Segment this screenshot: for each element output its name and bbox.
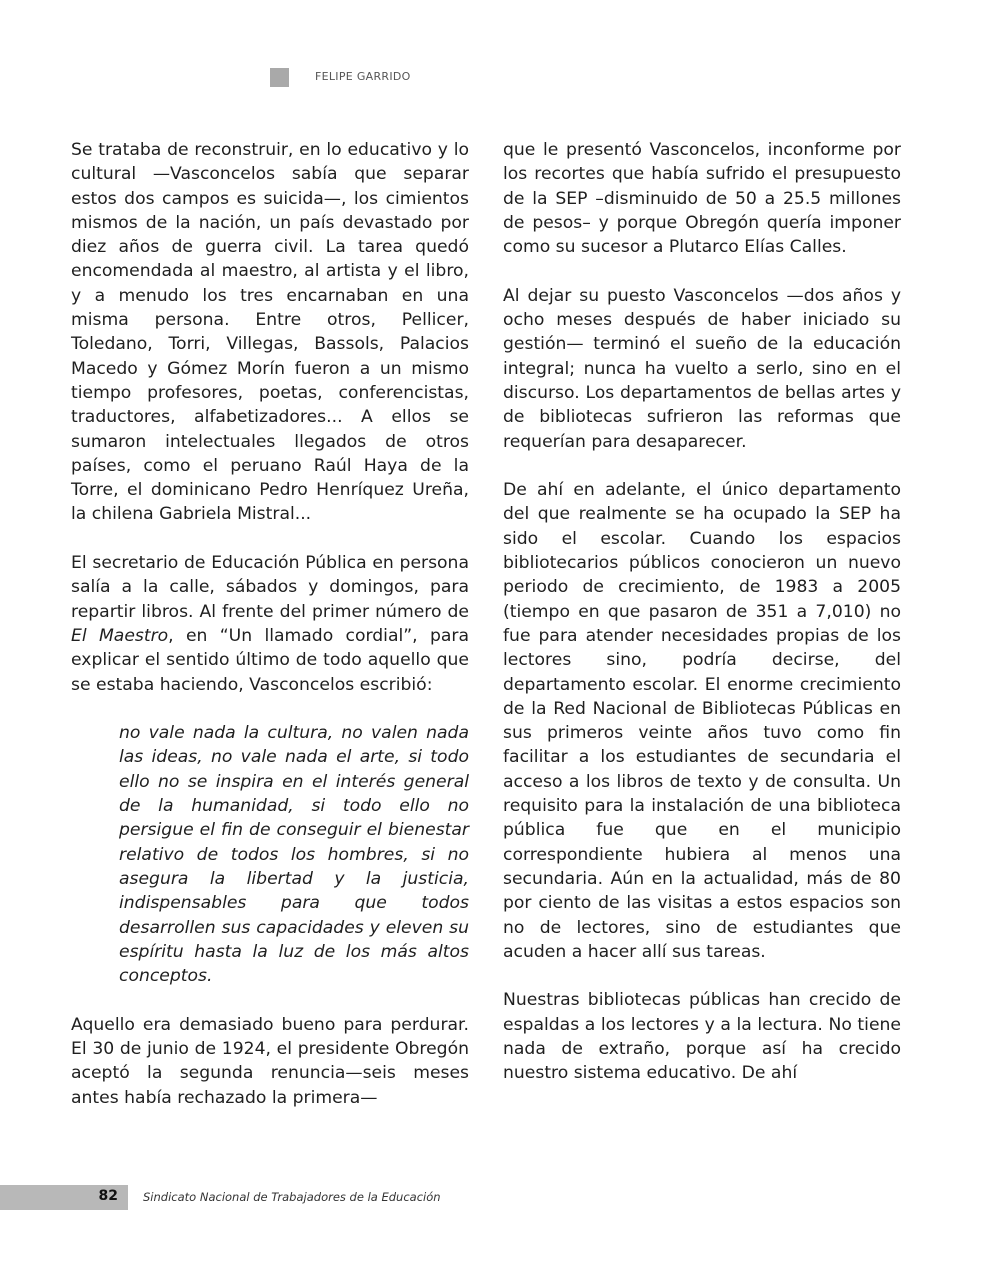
paragraph: que le presentó Vasconcelos, inconforme por los recortes que había sufrido el presupuesto de la SEP –disminuido de 50 a 25.5 millones de pesos– y porque Obregón quería imponer como su sucesor a Plutarco Elías Calles. — [503, 140, 901, 258]
footer-publisher: Sindicato Nacional de Trabajadores de la Educación — [143, 1190, 441, 1204]
block-quote: no vale nada la cultura, no valen nada las ideas, no vale nada el arte, si todo ello no se inspira en el interés general de la humanidad, si todo ello no persigue el fin de conseguir el bienestar relativo de todos los hombres, si no asegura la libertad y la justicia, indispensables para que todos desarrollen sus capacidades y eleven su espíritu hasta la luz de los más altos conceptos. — [119, 723, 469, 987]
header-marker — [270, 68, 289, 87]
paragraph: Al dejar su puesto Vasconcelos —dos años y ocho meses después de haber iniciado su gestión— terminó el sueño de la educación integral; nunca ha vuelto a serlo, sino en el discurso. Los departamentos de bellas artes y de bibliotecas sufrieron las reformas que requerían para desaparecer. — [503, 285, 901, 452]
paragraph-text: , en “Un llamado cordial”, para explicar el sentido último de todo aquello que se estaba haciendo, Vasconcelos escribió: — [71, 625, 469, 695]
paragraph — [71, 551, 469, 697]
left-column — [71, 138, 469, 1134]
paragraph: Nuestras bibliotecas públicas han crecido de espaldas a los lectores y a la lectura. No tiene nada de extraño, porque así ha crecido nuestro sistema educativo. De ahí — [503, 990, 901, 1084]
right-column — [503, 138, 901, 1110]
page-number-box — [0, 1185, 128, 1210]
header-author: FELIPE GARRIDO — [315, 70, 411, 83]
page-number: 82 — [98, 1188, 118, 1204]
publication-title: El Maestro — [71, 625, 169, 646]
paragraph: De ahí en adelante, el único departamento del que realmente se ha ocupado la SEP ha sido el escolar. Cuando los espacios bibliotecarios públicos conocieron un nuevo periodo de crecimiento, de 1983 a 2005 (tiempo en que pasaron de 351 a 7,010) no fue para atender necesidades propias de los lectores sino, podría decirse, del departamento escolar. El enorme crecimiento de la Red Nacional de Bibliotecas Públicas en sus primeros veinte años tuvo como fin facilitar a los estudiantes de secundaria el acceso a los libros de texto y de consulta. Un requisito para la instalación de una biblioteca pública fue que en el municipio correspondiente hubiera al menos una secundaria. Aún en la actualidad, más de 80 por ciento de las visitas a estos espacios son no de lectores, sino de estudiantes que acuden a hacer allí sus tareas. — [503, 480, 901, 962]
paragraph: Se trataba de reconstruir, en lo educativo y lo cultural —Vasconcelos sabía que separar estos dos campos es suicida—, los cimientos mismos de la nación, un país devastado por diez años de guerra civil. La tarea quedó encomendada al maestro, al artista y el libro, y a menudo los tres encarnaban en una misma persona. Entre otros, Pellicer, Toledano, Torri, Villegas, Bassols, Palacios Macedo y Gómez Morín fueron a un mismo tiempo profesores, poetas, conferencistas, traductores, alfabetizadores... A ellos se sumaron intelectuales llegados de otros países, como el peruano Raúl Haya de la Torre, el dominicano Pedro Henríquez Ureña, la chilena Gabriela Mistral... — [71, 140, 469, 525]
paragraph-text: El secretario de Educación Pública en persona salía a la calle, sábados y domingos, para repartir libros. Al frente del primer número de — [71, 553, 469, 622]
paragraph: Aquello era demasiado bueno para perdurar. El 30 de junio de 1924, el presidente Obregón aceptó la segunda renuncia—seis meses antes había rechazado la primera— — [71, 1014, 469, 1108]
